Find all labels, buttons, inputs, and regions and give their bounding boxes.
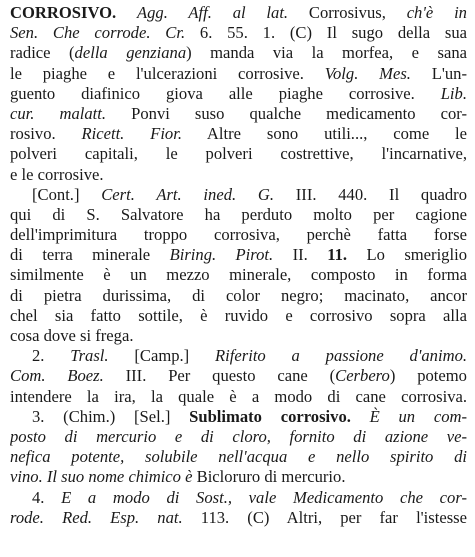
text-run: polveri capitali, le polveri costrettive, l'incarnative, [10, 144, 467, 164]
text-line [10, 488, 467, 508]
italic-text: posto di mercurio e di cloro, fornito di azione ve- [10, 426, 467, 446]
text-line [10, 467, 467, 487]
text-run [351, 407, 370, 426]
text-run: similmente è un mezzo minerale, composto in forma [10, 265, 467, 285]
italic-text: Trasl. [70, 346, 109, 366]
text-line [10, 508, 467, 528]
italic-text: Ricett. Fior. [81, 124, 182, 144]
text-line [10, 326, 467, 346]
text-line [10, 124, 467, 144]
italic-text: Volg. Mes. [324, 63, 411, 83]
text-line [10, 225, 467, 245]
italic-text: nefica potente, solubile nell'acqua e nello spirito di [10, 447, 467, 467]
text-run: e le corrosive. [10, 164, 104, 184]
text-run: Ponvi suso qualche medicamento cor- [106, 103, 467, 123]
text-run: Corrosivus, [288, 3, 407, 22]
text-run: L'un- [410, 63, 467, 83]
text-line [10, 346, 467, 366]
italic-text: Com. Boez. [10, 366, 104, 386]
text-run: III. Per questo cane ( [103, 366, 336, 386]
text-run: [Camp.] [108, 346, 216, 366]
text-line [10, 286, 467, 306]
bold-text: Sublimato corrosivo. [189, 406, 351, 426]
text-run: guento diafinico giova alle piaghe corrosive. [10, 83, 441, 103]
text-run: di pietra durissima, di color negro; macinato, ancor [10, 285, 467, 305]
text-run: 4. [32, 487, 62, 507]
bold-text: CORROSIVO. [10, 3, 117, 22]
text-line [10, 104, 467, 124]
text-run: radice ( [10, 43, 75, 63]
italic-text: ch'è in [406, 3, 467, 22]
text-line [10, 144, 467, 164]
italic-text: Sen. Che corrode. Cr. [10, 23, 186, 43]
italic-text: Lib. [440, 83, 467, 103]
italic-text: E a modo di Sost., vale Medicamento che cor- [61, 487, 467, 507]
text-run: chel sia fatto sottile, è ruvido e corrosivo sopra alla [10, 305, 467, 325]
text-line [10, 265, 467, 285]
text-line [10, 366, 467, 386]
text-run: Lo smeriglio [347, 245, 467, 265]
italic-text: Cerbero [335, 366, 390, 386]
text-line [10, 3, 467, 23]
text-line [10, 245, 467, 265]
text-run: III. 440. Il quadro [274, 184, 467, 204]
text-run: le piaghe e l'ulcerazioni corrosive. [10, 63, 325, 83]
text-run: 6. 55. 1. (C) Il sugo della sua [185, 23, 467, 43]
text-line [10, 205, 467, 225]
text-run: dell'imprimitura troppo corrosiva, perchè fatta forse [10, 225, 467, 245]
text-line [10, 407, 467, 427]
italic-text: Biring. Pirot. [169, 245, 274, 265]
text-run: 113. (C) Altri, per far l'istesse [182, 507, 467, 527]
text-run: [Cont.] [32, 184, 102, 204]
italic-text: rode. Red. Esp. nat. [10, 507, 183, 527]
italic-text: Cert. Art. ined. G. [101, 184, 275, 204]
text-line [10, 64, 467, 84]
italic-text: cur. malatt. [10, 103, 107, 123]
text-run: intendere la ira, la quale è a modo di cane corrosiva. [10, 386, 467, 406]
italic-text: Agg. Aff. al lat. [136, 3, 289, 22]
text-run: 3. (Chim.) [Sel.] [32, 406, 190, 426]
text-line [10, 23, 467, 43]
text-run: di terra minerale [10, 245, 170, 265]
text-line [10, 447, 467, 467]
text-run: 2. [32, 346, 71, 366]
text-run: ) potemo [389, 366, 467, 386]
text-run: ) manda via la morfea, e sana [186, 43, 467, 63]
text-line [10, 165, 467, 185]
text-line [10, 185, 467, 205]
italic-text: Riferito a passione d'animo. [215, 346, 467, 366]
italic-text: È un com- [369, 406, 467, 426]
text-line [10, 306, 467, 326]
italic-text: della genziana [74, 43, 187, 63]
text-line [10, 387, 467, 407]
text-line [10, 84, 467, 104]
text-line [10, 427, 467, 447]
bold-text: 11. [327, 245, 348, 265]
text-run: qui di S. Salvatore ha perduto molto per cagione [10, 204, 467, 224]
text-run: rosivo. [10, 124, 82, 144]
text-run [116, 3, 137, 22]
text-run: II. [273, 245, 328, 265]
text-run: Altre sono utili..., come le [182, 124, 467, 144]
text-line [10, 43, 467, 63]
italic-text: vino. Il suo nome chimico è [10, 467, 193, 487]
text-run: Bicloruro di mercurio. [192, 467, 346, 487]
text-run: cosa dove si frega. [10, 326, 134, 345]
